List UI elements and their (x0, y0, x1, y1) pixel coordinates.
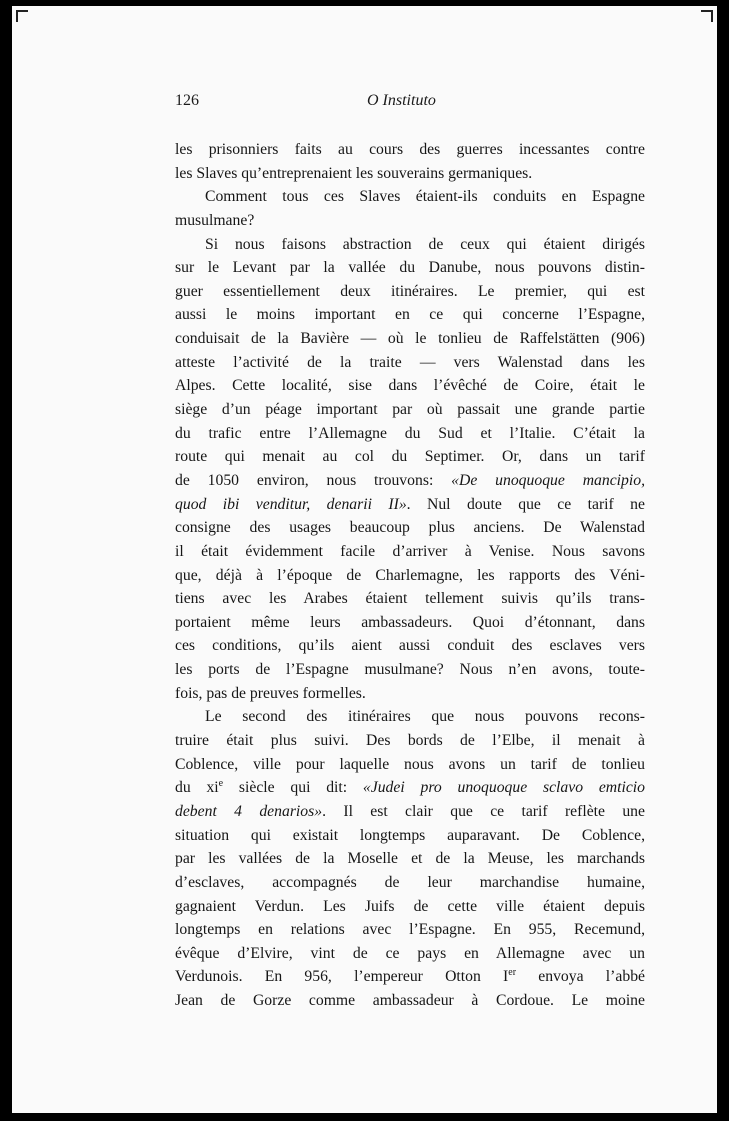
text-line (175, 847, 645, 871)
text-line (175, 374, 645, 398)
text-line (175, 540, 645, 564)
text-line (175, 256, 645, 280)
crop-mark-right (701, 10, 713, 22)
text-segment: Jean de Gorze comme ambassadeur à Cordoue. Le moine (175, 992, 645, 1010)
text-line (175, 682, 645, 706)
superscript: er (508, 967, 517, 979)
body-text (175, 138, 645, 1013)
superscript: e (218, 778, 224, 790)
text-line (175, 351, 645, 375)
text-segment: guer essentiellement deux itinéraires. Le premier, qui est (175, 282, 645, 300)
text-line (175, 162, 645, 186)
text-line (175, 138, 645, 162)
text-line (175, 658, 645, 682)
text-line (175, 871, 645, 895)
text-line (175, 776, 645, 800)
page-number: 126 (175, 92, 199, 109)
journal-title: O Instituto (367, 92, 436, 109)
text-line (175, 729, 645, 753)
text-segment: les Slaves qu’entreprenaient les souverains germaniques. (175, 164, 533, 182)
italic-quote: quod ibi venditur, denarii II» (175, 495, 407, 513)
crop-mark-left (16, 10, 28, 22)
italic-quote: debent 4 denarios» (175, 802, 323, 820)
text-segment: du trafic entre l’Allemagne du Sud et l’Italie. C’était la (175, 424, 645, 442)
text-line (175, 327, 645, 351)
text-line (175, 634, 645, 658)
text-line (175, 233, 645, 257)
text-segment: d’esclaves, accompagnés de leur marchandise humaine, (175, 873, 645, 891)
italic-quote: «Judei pro unoquoque sclavo emticio (362, 779, 645, 797)
text-segment: que, déjà à l’époque de Charlemagne, les rapports des Véni- (175, 566, 645, 584)
text-segment: siècle qui dit: (223, 779, 363, 797)
text-segment: Comment tous ces Slaves étaient-ils conduits en Espagne (205, 188, 645, 206)
text-line (175, 398, 645, 422)
text-segment: du xi (175, 779, 219, 797)
text-line (175, 493, 645, 517)
italic-quote: «De unoquoque mancipio, (451, 471, 645, 489)
text-segment: conduisait de la Bavière — où le tonlieu de Raffelstätten (906) (175, 330, 645, 348)
text-line (175, 516, 645, 540)
text-segment: sur le Levant par la vallée du Danube, nous pouvons distin- (175, 259, 645, 277)
text-segment: longtemps en relations avec l’Espagne. En 955, Recemund, (175, 921, 645, 939)
text-line (175, 564, 645, 588)
text-line (175, 824, 645, 848)
text-line (175, 185, 645, 209)
text-line (175, 611, 645, 635)
text-segment: route qui menait au col du Septimer. Or, dans un tarif (175, 448, 645, 466)
text-line (175, 209, 645, 233)
text-segment: Le second des itinéraires que nous pouvons recons- (205, 708, 645, 726)
text-segment: Coblence, ville pour laquelle nous avons un tarif de tonlieu (175, 755, 645, 773)
text-segment: par les vallées de la Moselle et de la Meuse, les marchands (175, 850, 645, 868)
text-line (175, 800, 645, 824)
text-line (175, 280, 645, 304)
text-segment: les ports de l’Espagne musulmane? Nous n’en avons, toute- (175, 661, 645, 679)
text-segment: gagnaient Verdun. Les Juifs de cette ville étaient depuis (175, 897, 645, 915)
text-line (175, 422, 645, 446)
text-segment: Alpes. Cette localité, sise dans l’évêché de Coire, était le (175, 377, 645, 395)
text-segment: atteste l’activité de la traite — vers Walenstad dans les (175, 353, 645, 371)
text-segment: de 1050 environ, nous trouvons: (175, 471, 452, 489)
text-segment: ces conditions, qu’ils aient aussi conduit des esclaves vers (175, 637, 645, 655)
text-segment: tiens avec les Arabes étaient tellement suivis qu’ils trans- (175, 590, 645, 608)
text-segment: . Il est clair que ce tarif reflète une (322, 802, 645, 820)
text-segment: siège d’un péage important par où passait une grande partie (175, 401, 645, 419)
text-segment: situation qui existait longtemps auparavant. De Coblence, (175, 826, 645, 844)
text-segment: les prisonniers faits au cours des guerres incessantes contre (175, 141, 645, 158)
text-segment: fois, pas de preuves formelles. (175, 684, 366, 702)
text-line (175, 895, 645, 919)
text-segment: évêque d’Elvire, vint de ce pays en Allemagne avec un (175, 944, 645, 962)
text-line (175, 753, 645, 777)
text-line (175, 587, 645, 611)
text-line (175, 965, 645, 989)
text-segment: envoya l’abbé (516, 968, 645, 986)
running-head (175, 92, 655, 114)
text-line (175, 445, 645, 469)
text-segment: Verdunois. En 956, l’empereur Otton I (175, 968, 509, 986)
text-segment: consigne des usages beaucoup plus anciens. De Walenstad (175, 519, 645, 537)
text-segment: il était évidemment facile d’arriver à Venise. Nous savons (175, 542, 645, 560)
text-segment: . Nul doute que ce tarif ne (406, 495, 645, 513)
text-segment: portaient même leurs ambassadeurs. Quoi d’étonnant, dans (175, 613, 645, 631)
text-segment: truire était plus suivi. Des bords de l’Elbe, il menait à (175, 732, 645, 750)
text-segment: musulmane? (175, 211, 255, 229)
text-line (175, 705, 645, 729)
text-segment: aussi le moins important en ce qui concerne l’Espagne, (175, 306, 645, 324)
text-segment: Si nous faisons abstraction de ceux qui étaient dirigés (205, 235, 645, 253)
text-line (175, 303, 645, 327)
text-line (175, 942, 645, 966)
text-line (175, 469, 645, 493)
text-line (175, 989, 645, 1013)
text-line (175, 918, 645, 942)
